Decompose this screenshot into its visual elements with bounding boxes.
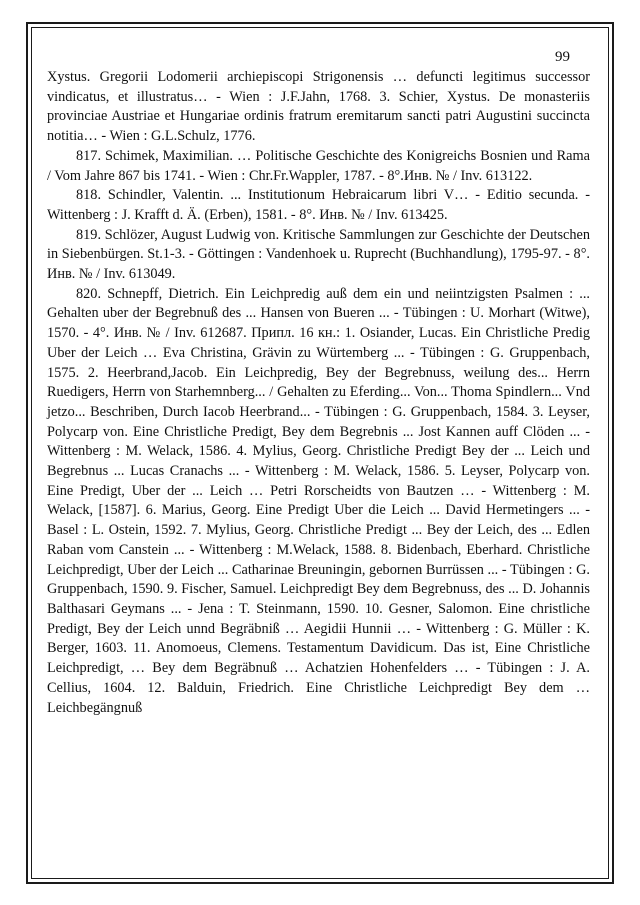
catalog-entry-818: 818. Schindler, Valentin. ... Institutionum Hebraicarum libri V… - Editio secunda. - Wittenberg : J. Krafft d. Ä. (Erben), 1581. - 8°. Инв. № / Inv. 613425. <box>47 187 590 223</box>
page-number: 99 <box>555 49 570 65</box>
catalog-entry-819: 819. Schlözer, August Ludwig von. Kritische Sammlungen zur Geschichte der Deutschen in Siebenbürgen. St.1-3. - Göttingen : Vandenhoek u. Ruprecht (Buchhandlung), 1795-97. - 8°. Инв. № / Inv. 613049. <box>47 226 590 283</box>
catalog-entry-817: 817. Schimek, Maximilian. … Politische Geschichte des Konigreichs Bosnien und Rama / Vom Jahre 867 bis 1741. - Wien : Chr.Fr.Wappler, 1787. - 8°.Инв. № / Inv. 613122. <box>47 147 590 184</box>
catalog-entry-820: 820. Schnepff, Dietrich. Ein Leichpredig auß dem ein und neiintzigsten Psalmen : ... Gehalten uber der Begrebnuß des ... Hansen von Bueren ... - Tübingen : U. Morhart (Witwe), 1570. - 4°. Инв. № / Inv. 612687. Припл. 16 кн.: 1. Osiander, Lucas. Ein Christliche Predig Uber der Leich … Eva Christina, Grävin zu Würtemberg ... - Tübingen : G. Gruppenbach, 1575. 2. Heerbrand,Jacob. Ein Leichpredig, Bey der Begrebnuss, weilung des... Herrn Ruedigers, Herrn von Starhemnberg... / Gehalten zu Eferding... Von... Thoma Spindlern... Vnd jetzo... Beschriben, Durch Iacob Heerbrand... - Tübingen : G. Gruppenbach, 1584. 3. Leyser, Polycarp von. Eine Christliche Predigt, Bey dem Begrebnis ... Jost Kannen auff Clöden ... - Wittenberg : M. Welack, 1586. 4. Mylius, Georg. Christliche Predigt Bey der ... Leich und Begrebnus ... Lucas Cranachs ... - Wittenberg : M. Welack, 1586. 5. Leyser, Polycarp von. Eine Predigt, Uber der ... Leich … Petri Rorscheidts von Bautzen … - Wittenberg : M. Welack, [1587]. 6. Marius, Georg. Eine Predigt Uber die Leich ... David Hermetingers ... - Basel : L. Ostein, 1592. 7. Mylius, Georg. Christliche Predigt ... Bey der Leich, des ... Edlen Raban vom Canstein ... - Wittenberg : M.Welack, 1588. 8. Bidenbach, Eberhard. Christliche Leichpredigt, Uber der Leich ... Catharinae Breuningin, gebornen Burrüssen ... - Tübingen : G. Gruppenbach, 1590. 9. Fischer, Samuel. Leichpredigt Bey dem Begrebnuss, des ... D. Johannis Balthasari Geymans ... - Jena : T. Steinmann, 1590. 10. Gesner, Salomon. Eine christliche Predigt, Bey der Leich unnd Begräbniß … Aegidii Hunnii … - Wittenberg : G. Müller : K. Berger, 1603. 11. Anomoeus, Clemens. Testamentum Davidicum. Das ist, Eine Christliche Leichpredigt, … Bey dem Begräbnuß … Achatzien Hohenfelders … - Tübingen : J. A. Cellius, 1604. 12. Balduin, Friedrich. Eine Christliche Leichpredigt Bey dem … Leichbegängnuß <box>47 285 590 716</box>
entry-continuation: Xystus. Gregorii Lodomerii archiepiscopi Strigonensis … defuncti legitimus successor vindicatus, et illustratus… - Wien : J.F.Jahn, 1768. 3. Schier, Xystus. De monasteriis provinciae Austriae et Hungariae ordinis fratrum eremitarum sancti patri Augustini succincta notitia… - Wien : G.L.Schulz, 1776. <box>47 69 590 145</box>
catalog-text <box>47 68 590 718</box>
